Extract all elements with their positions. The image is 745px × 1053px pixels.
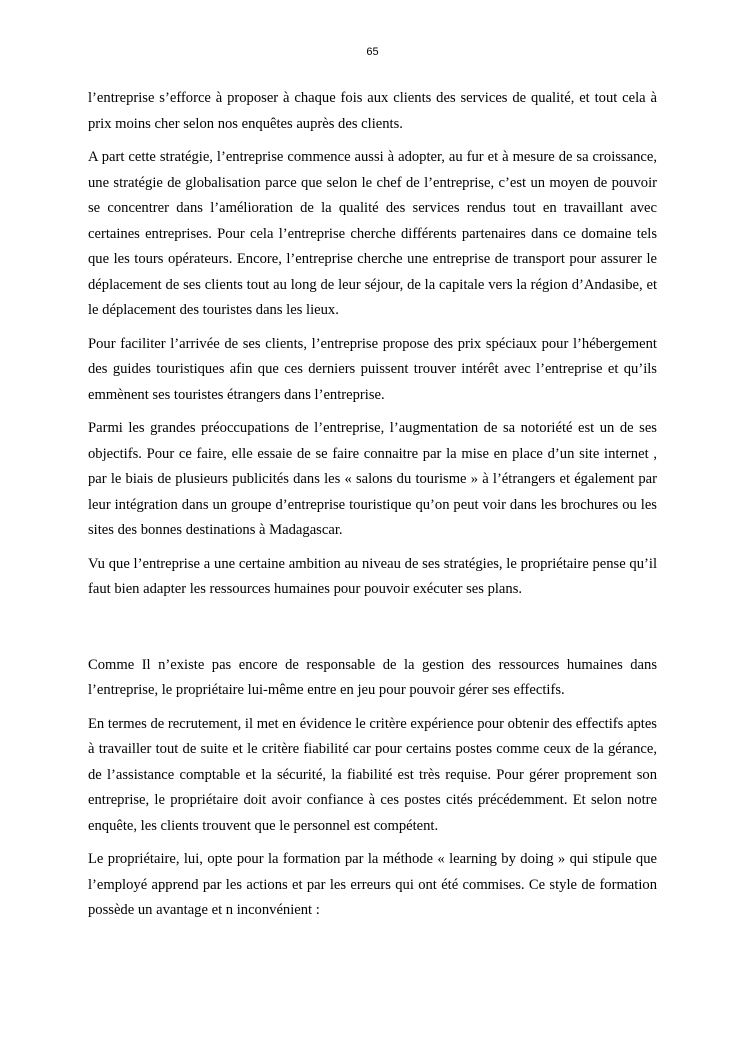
paragraph: l’entreprise s’efforce à proposer à chaque fois aux clients des services de qualité, et tout cela à prix moins cher selon nos enquêtes auprès des clients. bbox=[88, 90, 657, 132]
body-text bbox=[88, 86, 657, 932]
page-number: 65 bbox=[366, 46, 379, 58]
paragraph: Vu que l’entreprise a une certaine ambition au niveau de ses stratégies, le propriétaire pense qu’il faut bien adapter les ressources humaines pour pouvoir exécuter ses plans. bbox=[88, 555, 657, 597]
paragraph: Parmi les grandes préoccupations de l’entreprise, l’augmentation de sa notoriété est un de ses objectifs. Pour ce faire, elle essaie de se faire connaitre par la mise en place d’un site internet , par le biais de plusieurs publicités dans les « salons du tourisme » à l’étrangers et également par leur intégration dans un groupe d’entreprise touristique qu’on peut voir dans les brochures ou les sites des bonnes destinations à Madagascar. bbox=[88, 420, 657, 538]
paragraph: Le propriétaire, lui, opte pour la formation par la méthode « learning by doing » qui stipule que l’employé apprend par les actions et par les erreurs qui ont été commises. Ce style de formation possède un avantage et n inconvénient : bbox=[88, 851, 657, 918]
paragraph: Comme Il n’existe pas encore de responsable de la gestion des ressources humaines dans l’entreprise, le propriétaire lui-même entre en jeu pour pouvoir gérer ses effectifs. bbox=[88, 656, 657, 698]
paragraph: Pour faciliter l’arrivée de ses clients, l’entreprise propose des prix spéciaux pour l’hébergement des guides touristiques afin que ces derniers puissent trouver intérêt avec l’entreprise et qu’ils emmènent ses touristes étrangers dans l’entreprise. bbox=[88, 335, 657, 403]
paragraph: En termes de recrutement, il met en évidence le critère expérience pour obtenir des effectifs aptes à travailler tout de suite et le critère fiabilité car pour certains postes comme ceux de la gérance, de l’assistance comptable et la sécurité, la fiabilité est très requise. Pour gérer proprement son entreprise, le propriétaire doit avoir confiance à ces postes cités précédemment. Et selon notre enquête, les clients trouvent que le personnel est compétent. bbox=[88, 715, 657, 834]
paragraph: A part cette stratégie, l’entreprise commence aussi à adopter, au fur et à mesure de sa croissance, une stratégie de globalisation parce que selon le chef de l’entreprise, c’est un moyen de pouvoir se concentrer dans l’amélioration de la qualité des services rendus tout en travaillant avec certaines entreprises. Pour cela l’entreprise cherche différents partenaires dans ce domaine tels que les tours opérateurs. Encore, l’entreprise cherche une entreprise de transport pour assurer le déplacement de ses clients tout au long de leur séjour, de la capitale vers la région d’Andasibe, et le déplacement des touristes dans les lieux. bbox=[88, 149, 657, 318]
